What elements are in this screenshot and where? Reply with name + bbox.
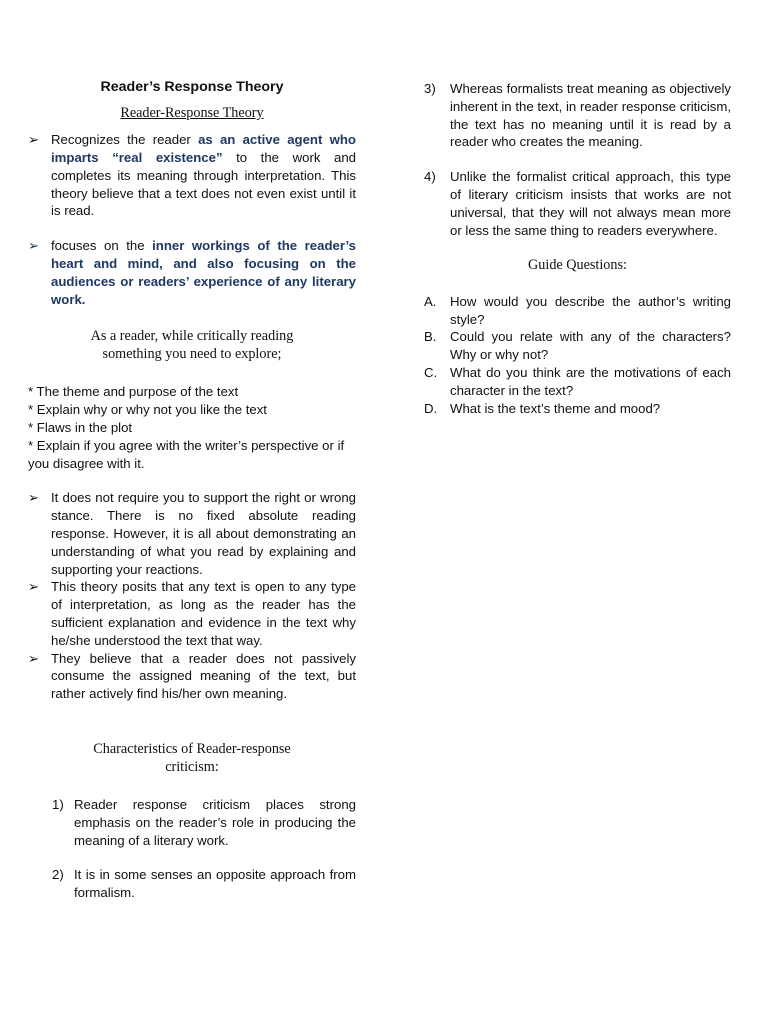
arrow-bullet-icon: ➢: [28, 650, 40, 666]
explore-list: [28, 383, 356, 472]
question-text: What do you think are the motivations of each character in the text?: [450, 365, 731, 398]
bullet-text: They believe that a reader does not passively consume the assigned meaning of the text, but rather actively find his/her own meaning.: [51, 650, 356, 702]
bullet-active-meaning: [28, 650, 356, 703]
guide-question: [424, 400, 731, 418]
right-column: [424, 80, 731, 417]
characteristic-text: Whereas formalists treat meaning as objectively inherent in the text, in reader response criticism, the text has no meaning until it is read by a reader who creates the meaning.: [450, 81, 731, 150]
left-column: [28, 76, 356, 902]
arrow-bullet-icon: ➢: [28, 490, 40, 506]
list-marker: 1): [52, 797, 64, 813]
question-text: Could you relate with any of the characters? Why or why not?: [450, 329, 731, 363]
characteristic-item: [28, 866, 356, 902]
arrow-bullet-icon: ➢: [28, 579, 40, 595]
list-marker: A.: [424, 293, 437, 309]
bullet-highlight: as an active agent who imparts “real existence”: [51, 132, 356, 166]
bullet-highlight: inner workings of the reader’s heart and mind, and also focusing on the audiences or readers’ experience of any literary work.: [51, 238, 356, 307]
question-text: What is the text’s theme and mood?: [450, 400, 661, 416]
explore-heading: As a reader, while critically reading something you need to explore;: [90, 328, 294, 362]
characteristic-item: [424, 80, 731, 151]
characteristic-text: It is in some senses an opposite approach from formalism.: [74, 867, 356, 901]
list-marker: D.: [424, 400, 438, 416]
characteristic-item: [28, 796, 356, 849]
list-item: * Flaws in the plot: [28, 420, 133, 436]
guide-question: [424, 364, 731, 400]
bullet-open-interpretation: [28, 578, 356, 649]
bullet-no-fixed-response: [28, 489, 356, 578]
question-text: How would you describe the author’s writing style?: [450, 293, 731, 327]
list-item: * Explain why or why not you like the text: [28, 402, 267, 418]
guide-question: [424, 293, 731, 329]
guide-questions-heading: Guide Questions:: [528, 257, 627, 274]
document-subtitle: Reader-Response Theory: [120, 104, 264, 121]
document-title: Reader’s Response Theory: [100, 79, 284, 95]
characteristics-heading: Characteristics of Reader-response criticism:: [93, 741, 291, 775]
bullet-text-post: to the work and completes its meaning through interpretation. This theory believe that a text does not even exist until it is read.: [51, 150, 356, 219]
list-marker: C.: [424, 365, 438, 381]
bullet-inner-workings: [28, 237, 356, 308]
characteristic-text: Reader response criticism places strong emphasis on the reader’s role in producing the meaning of a literary work.: [74, 797, 356, 848]
arrow-bullet-icon: ➢: [28, 132, 40, 148]
list-marker: B.: [424, 329, 437, 345]
characteristic-item: [424, 168, 731, 239]
list-marker: 3): [424, 81, 436, 96]
list-item: * The theme and purpose of the text: [28, 384, 239, 400]
bullet-text: This theory posits that any text is open to any type of interpretation, as long as the reader has the sufficient explanation and evidence in the text why he/she understood the text that way.: [51, 579, 356, 648]
bullet-text-pre: focuses on the: [51, 238, 153, 254]
bullet-text: It does not require you to support the right or wrong stance. There is no fixed absolute reading response. However, it is all about demonstrating an understanding of what you read by explaining and supporting your reactions.: [51, 490, 356, 577]
bullet-text-pre: Recognizes the reader: [51, 132, 199, 148]
list-marker: 4): [424, 169, 436, 185]
characteristic-text: Unlike the formalist critical approach, this type of literary criticism insists that works are not universal, that they will not always mean more or less the same thing to readers everywhere.: [450, 169, 731, 238]
list-marker: 2): [52, 867, 64, 883]
bullet-active-agent: [28, 131, 356, 220]
arrow-bullet-icon: ➢: [28, 238, 40, 254]
list-item: * Explain if you agree with the writer’s perspective or if you disagree with it.: [28, 437, 345, 471]
guide-question: [424, 328, 731, 364]
